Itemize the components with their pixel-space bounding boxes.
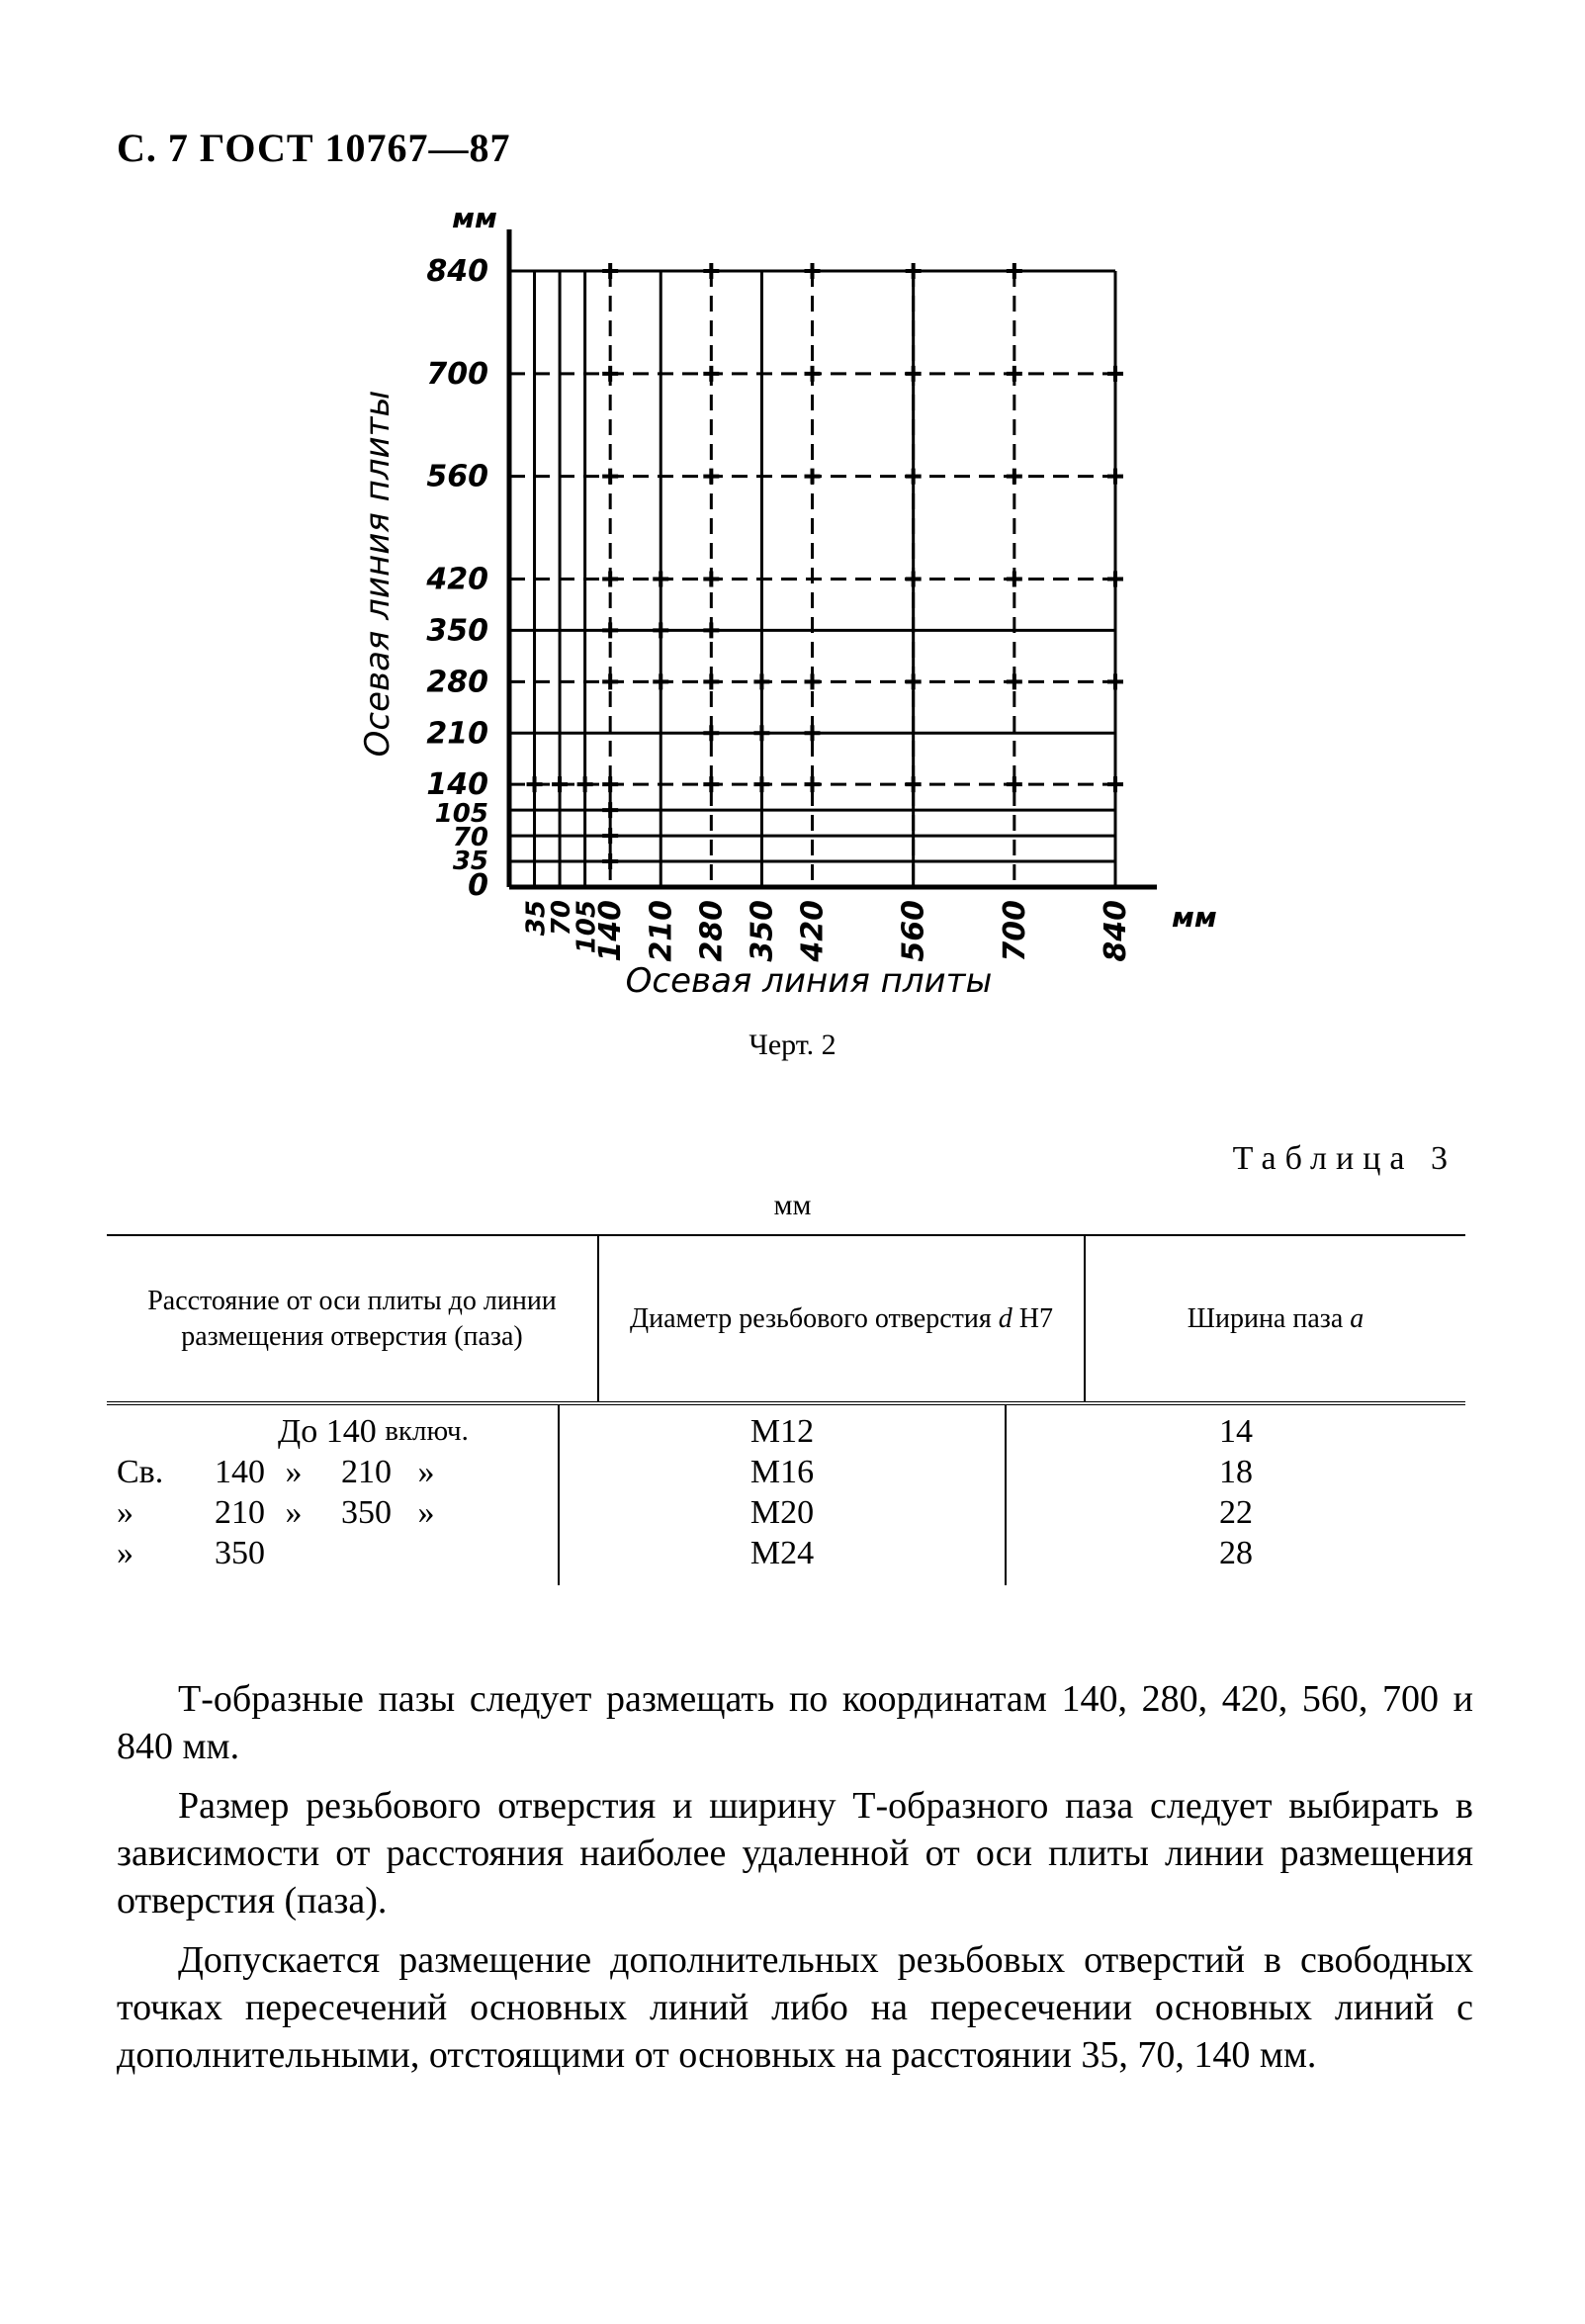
distance-column [107,1405,558,1585]
hole-point [602,776,618,792]
x-axis-title: Осевая линия плиты [625,961,993,1001]
hole-point [602,469,618,485]
range-3-to: 350 [341,1494,392,1531]
hole-point [602,828,618,844]
hole-point [602,263,618,279]
paragraph: Допускается размещение дополнительных резьбовых отверстий в свободных точках пересечений основных линий либо на пересечении основных линий с дополнительными, отстоящими от основных на расстоянии 35, 70, 140 мм. [117,1939,1473,2076]
header-diameter-prefix: Диаметр резьбового отверстия [629,1302,999,1334]
header-diameter [597,1236,1084,1401]
range-1-from-word: До [278,1413,318,1450]
hole-point [1107,673,1123,689]
hole-point [805,263,821,279]
hole-point [906,263,922,279]
range-2-prefix: Св. [117,1454,164,1490]
hole-point [602,802,618,818]
y-tick-label: 280 [426,665,488,700]
range-3-from: 210 [215,1494,265,1531]
table-header-row [107,1236,1465,1401]
hole-point [1007,673,1022,689]
hole-point [703,622,719,638]
paragraph: Т-образные пазы следует размещать по координатам 140, 280, 420, 560, 700 и 840 мм. [117,1678,1473,1767]
range-1-suffix: включ. [385,1415,469,1447]
hole-point [1007,469,1022,485]
y-tick-label: 140 [426,767,488,803]
hole-point [602,853,618,869]
x-tick-label: 210 [644,900,679,962]
hole-point [1107,572,1123,587]
hole-point [1107,776,1123,792]
diameter-column [558,1405,1005,1585]
x-tick-label: 560 [896,900,931,962]
y-tick-label: 70 [452,823,488,853]
width-cell: 18 [1219,1454,1253,1490]
hole-point [703,263,719,279]
hole-point [602,673,618,689]
x-tick-label: 280 [694,900,730,962]
header-width-var: a [1350,1302,1365,1334]
hole-point [653,572,668,587]
hole-point [1007,776,1022,792]
body-text [117,1675,1473,2091]
hole-point [602,622,618,638]
x-tick-label: 105 [572,900,602,954]
width-cell: 14 [1219,1413,1253,1450]
hole-point [1107,366,1123,382]
range-4-from: 350 [215,1535,265,1571]
hole-point [805,725,821,741]
hole-point [906,776,922,792]
header-diameter-suffix: Н7 [1012,1302,1053,1334]
x-tick-label: 420 [795,900,831,962]
diameter-cell: М24 [749,1535,815,1571]
range-row-2 [107,1452,558,1492]
hole-point [1007,366,1022,382]
y-tick-label: 350 [426,613,488,649]
x-tick-label: 70 [547,900,577,937]
hole-point [602,572,618,587]
header-width-prefix: Ширина паза [1187,1302,1351,1334]
range-row-3 [107,1492,558,1533]
x-axis-unit: мм [1172,901,1217,934]
x-tick-label: 840 [1099,900,1133,962]
figure-caption: Черт. 2 [748,1028,837,1061]
hole-point [577,776,593,792]
y-tick-label: 700 [426,356,488,392]
range-3-quote-2: » [417,1494,435,1531]
diameter-cell: М16 [749,1454,815,1490]
hole-point [527,776,543,792]
table-unit: мм [773,1189,812,1221]
range-3-quote-1: » [285,1494,303,1531]
hole-point [1007,263,1022,279]
hole-point [805,673,821,689]
page-header: С. 7 ГОСТ 10767—87 [117,126,511,170]
hole-point [703,469,719,485]
y-tick-label: 560 [426,459,488,494]
range-4-prefix: » [117,1535,133,1571]
range-row-1 [107,1411,558,1452]
range-2-quote-1: » [285,1454,303,1490]
hole-point [805,366,821,382]
hole-point [906,673,922,689]
hole-point [805,469,821,485]
y-tick-label: 35 [452,847,488,877]
hole-point [906,366,922,382]
header-diameter-var: d [998,1302,1013,1334]
hole-point [552,776,568,792]
table-3 [107,1234,1465,1585]
table-body [107,1405,1465,1585]
y-axis-title: Осевая линия плиты [358,390,397,758]
paragraph: Размер резьбового отверстия и ширину Т-образного паза следует выбирать в зависимости от расстояния наиболее удаленной от оси плиты линии размещения отверстия (паза). [117,1785,1473,1922]
diameter-cell: М12 [749,1413,815,1450]
range-2-to: 210 [341,1454,392,1490]
hole-point [1107,469,1123,485]
width-column [1005,1405,1465,1585]
hole-point [703,776,719,792]
header-distance: Расстояние от оси плиты до линии размещения отверстия (паза) [147,1285,557,1352]
hole-point [753,673,769,689]
range-1-value: 140 [325,1413,377,1450]
hole-point [753,776,769,792]
diameter-cell: М20 [749,1494,815,1531]
range-2-quote-2: » [417,1454,435,1490]
y-tick-label: 105 [434,799,488,830]
hole-point [753,725,769,741]
x-tick-label: 140 [593,900,629,962]
range-row-4 [107,1533,558,1573]
x-tick-label: 700 [997,900,1032,962]
hole-point [906,572,922,587]
y-tick-label: 840 [426,254,488,289]
hole-point [653,622,668,638]
width-cell: 28 [1219,1535,1253,1571]
y-axis-unit: мм [452,202,497,234]
x-tick-label: 350 [745,900,780,962]
hole-point [653,673,668,689]
hole-point [1007,572,1022,587]
table-label: Таблица 3 [1232,1140,1456,1177]
y-tick-label: 420 [426,562,488,597]
x-tick-label: 35 [521,900,552,937]
hole-point [703,725,719,741]
header-width [1084,1236,1465,1401]
grid-chart [0,0,1585,1028]
hole-point [703,673,719,689]
hole-point [805,776,821,792]
hole-point [602,366,618,382]
y-tick-label: 0 [468,868,488,903]
hole-point [703,572,719,587]
y-tick-label: 210 [426,716,488,752]
hole-point [906,469,922,485]
range-2-from: 140 [215,1454,265,1490]
range-3-prefix: » [117,1494,133,1531]
hole-point [703,366,719,382]
width-cell: 22 [1219,1494,1253,1531]
